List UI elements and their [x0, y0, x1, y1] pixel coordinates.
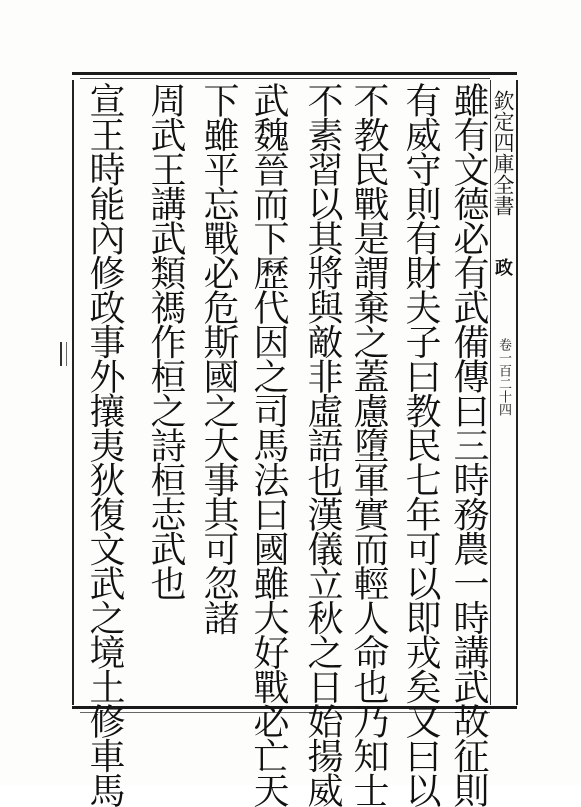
text-column-8: 宣王時能內修政事外攘夷狄復文武之境土修車馬: [84, 82, 125, 807]
text-column-6: 下雖平忘戰必危斯國之大事其可忽諸: [198, 82, 239, 634]
text-column-4: 不素習以其將與敵非虛語也漢儀立秋之日始揚威: [302, 82, 343, 807]
book-title: 欽定四庫全書: [491, 90, 515, 216]
text-column-5: 武魏晉而下歷代因之司馬法曰國雖大好戰必亡天: [248, 82, 289, 807]
volume-number: 卷一百二十四: [496, 338, 511, 416]
binding-mark: [60, 342, 67, 366]
text-column-7: 周武王講武類禡作桓之詩桓志武也: [145, 82, 186, 600]
side-margin: [492, 80, 516, 705]
left-border-rule: [72, 80, 74, 705]
top-inner-rule: [80, 78, 490, 79]
top-border-rule: [72, 72, 517, 75]
text-column-2: 有威守則有財夫子曰教民七年可以即戎矣又曰以: [400, 82, 441, 807]
section-mark: 政: [495, 258, 513, 279]
text-column-3: 不教民戰是謂棄之蓋慮墮軍實而輕人命也乃知士: [348, 82, 389, 807]
right-border-rule: [516, 80, 518, 705]
text-column-1: 雖有文德必有武備傳曰三時務農一時講武故征則: [448, 82, 489, 807]
